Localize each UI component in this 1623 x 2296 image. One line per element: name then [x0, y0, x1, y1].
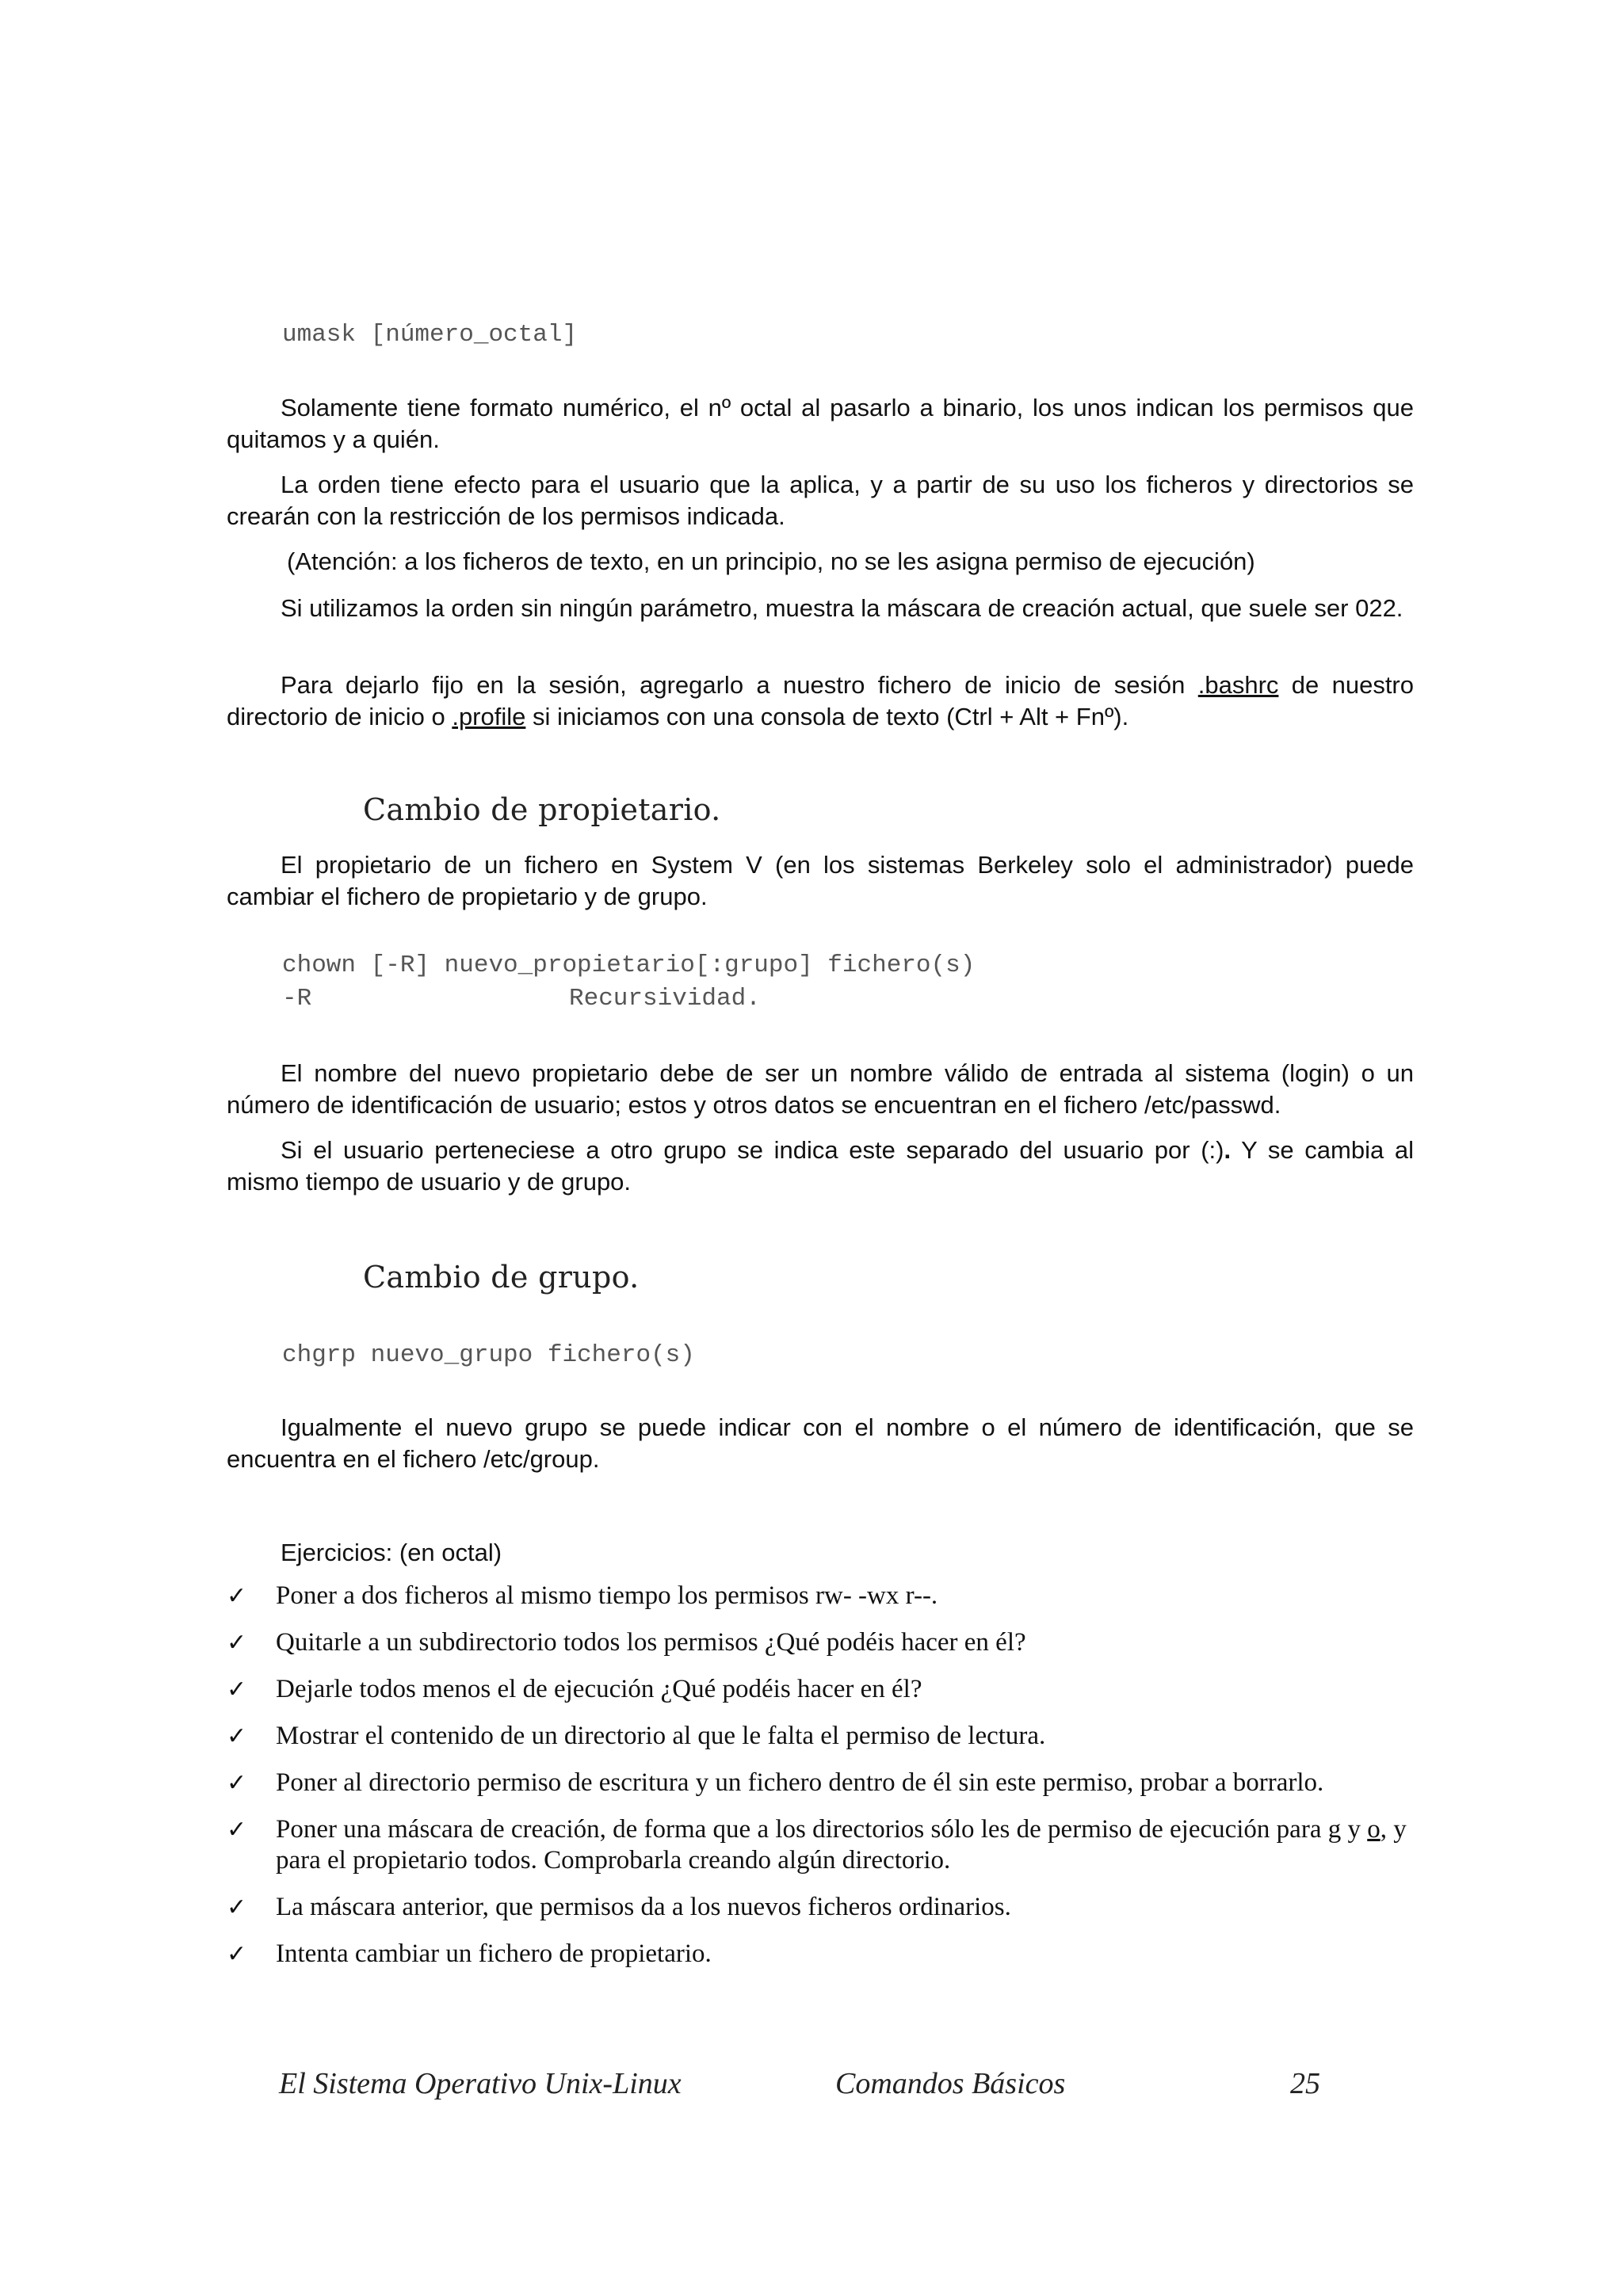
paragraph-group-desc: [227, 1412, 1414, 1475]
exercises-list: [227, 1581, 1415, 1985]
others-letter: o: [1367, 1815, 1381, 1844]
chown-option-flag: -R: [282, 985, 312, 1013]
exercise-text: y: [1341, 1815, 1368, 1844]
umask-syntax: umask [número_octal]: [282, 321, 578, 349]
check-icon: ✓: [227, 1629, 247, 1657]
paragraph-text: Si el usuario perteneciese a otro grupo se indica este separado del usuario por (:): [281, 1136, 1224, 1164]
paragraph-text: Y se cambia al mismo tiempo de usuario y de grupo.: [227, 1136, 1415, 1196]
exercise-text: Poner al directorio permiso de escritura y un fichero dentro de él sin este permiso, probar a borrarlo.: [276, 1768, 1324, 1797]
exercises-title: Ejercicios: (en octal): [281, 1539, 502, 1566]
chgrp-syntax: chgrp nuevo_grupo fichero(s): [282, 1341, 695, 1369]
check-icon: ✓: [227, 1894, 247, 1921]
paragraph-umask-effect: [227, 469, 1414, 532]
check-icon: ✓: [227, 1816, 247, 1844]
paragraph-text: de nuestro directorio de inicio o: [227, 671, 1414, 730]
exercise-text: Intenta cambiar un fichero de propietario.: [276, 1939, 712, 1968]
check-icon: ✓: [227, 1769, 247, 1797]
exercise-text: La máscara anterior, que permisos da a los nuevos ficheros ordinarios.: [276, 1893, 1011, 1921]
bashrc-link[interactable]: .bashrc: [1197, 671, 1279, 699]
check-icon: ✓: [227, 1722, 247, 1750]
paragraph-text: El propietario de un fichero en System V (en los sistemas Berkeley solo el administrador) puede cambiar el fichero de propietario y de grupo.: [227, 851, 1414, 910]
paragraph-text: El nombre del nuevo propietario debe de ser un nombre válido de entrada al sistema (login) o un número de identificación de usuario; estos y otros datos se encuentran en el fichero /etc/passwd.: [227, 1059, 1414, 1119]
paragraph-text: si iniciamos con una consola de texto (Ctrl + Alt + Fnº).: [525, 703, 1129, 730]
paragraph-umask-default: [227, 593, 1414, 624]
list-item: [227, 1892, 1415, 1923]
chown-option-desc: Recursividad.: [569, 985, 761, 1013]
paragraph-owner-intro: [227, 849, 1414, 913]
footer-book-title: El Sistema Operativo Unix-Linux: [279, 2067, 682, 2100]
heading-cambio-propietario: Cambio de propietario.: [363, 792, 721, 827]
paragraph-owner-name: [227, 1058, 1414, 1121]
list-item: [227, 1939, 1415, 1970]
heading-cambio-grupo: Cambio de grupo.: [363, 1260, 640, 1295]
group-letter: g: [1327, 1815, 1342, 1844]
exercise-text: Dejarle todos menos el de ejecución ¿Qué podéis hacer en él?: [276, 1675, 922, 1703]
list-item: [227, 1627, 1415, 1658]
list-item: [227, 1674, 1415, 1705]
paragraph-make-permanent: [227, 669, 1414, 733]
paragraph-umask-format: [227, 392, 1414, 456]
check-icon: ✓: [227, 1582, 247, 1610]
paragraph-owner-group: [227, 1135, 1414, 1198]
exercise-text: , y para el propietario todos. Comprobarla creando algún directorio.: [276, 1815, 1407, 1875]
list-item: [227, 1581, 1415, 1611]
paragraph-text: La orden tiene efecto para el usuario que la aplica, y a partir de su uso los ficheros y directorios se crearán con la restricción de los permisos indicada.: [227, 471, 1414, 530]
paragraph-text: Solamente tiene formato numérico, el nº octal al pasarlo a binario, los unos indican los permisos que quitamos y a quién.: [227, 394, 1414, 453]
check-icon: ✓: [227, 1940, 247, 1968]
exercise-text: Mostrar el contenido de un directorio al que le falta el permiso de lectura.: [276, 1722, 1046, 1750]
list-item: [227, 1768, 1415, 1798]
list-item: [227, 1814, 1415, 1876]
bold-period: .: [1224, 1136, 1232, 1164]
chown-syntax: chown [-R] nuevo_propietario[:grupo] fichero(s): [282, 952, 976, 979]
list-item: [227, 1721, 1415, 1752]
footer-page-number: 25: [1290, 2067, 1320, 2100]
paragraph-text: Para dejarlo fijo en la sesión, agregarlo a nuestro fichero de inicio de sesión: [281, 671, 1198, 699]
paragraph-attention-note: (Atención: a los ficheros de texto, en un principio, no se les asigna permiso de ejecución): [287, 547, 1255, 575]
exercise-text: Poner a dos ficheros al mismo tiempo los permisos rw- -wx r--.: [276, 1581, 938, 1610]
exercise-text: Quitarle a un subdirectorio todos los permisos ¿Qué podéis hacer en él?: [276, 1628, 1026, 1657]
exercise-text: Poner una máscara de creación, de forma que a los directorios sólo les de permiso de ejecución para: [276, 1815, 1328, 1844]
paragraph-text: Si utilizamos la orden sin ningún parámetro, muestra la máscara de creación actual, que suele ser 022.: [281, 594, 1403, 622]
footer-chapter: Comandos Básicos: [835, 2067, 1066, 2100]
paragraph-text: Igualmente el nuevo grupo se puede indicar con el nombre o el número de identificación, que se encuentra en el fichero /etc/group.: [227, 1413, 1414, 1473]
check-icon: ✓: [227, 1676, 247, 1703]
profile-link[interactable]: .profile: [452, 703, 526, 730]
